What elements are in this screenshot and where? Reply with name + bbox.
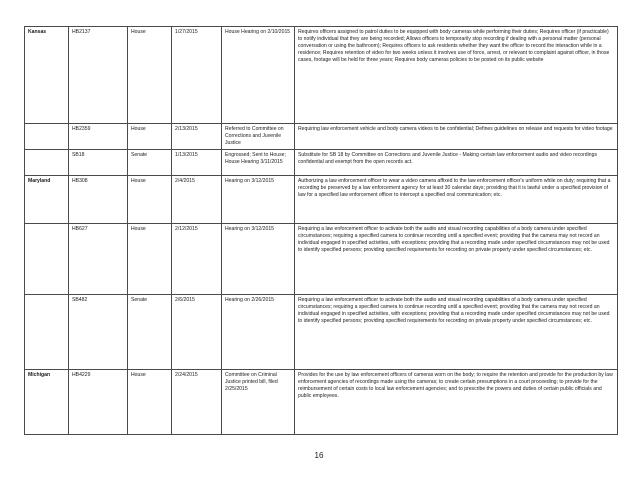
bill-number-cell: HB627: [69, 224, 128, 295]
date-cell: 1/27/2015: [172, 27, 222, 124]
description-cell: Requiring a law enforcement officer to activate both the audio and visual recording capabilities of a body camera under specified circumstances; requiring a specified camera to continue recording until a specified event; providing that the camera may not record an individual engaged in specified activities, with exceptions; providing that a recording made under specified circumstances may not be used to identify specified persons; providing specified requirements for recording on private property under specified circumstances; etc.: [295, 224, 618, 295]
chamber-cell: House: [128, 370, 172, 435]
chamber-cell: Senate: [128, 150, 172, 176]
state-cell: [25, 124, 69, 150]
page-number: 16: [314, 451, 324, 460]
date-cell: 2/6/2015: [172, 295, 222, 370]
chamber-cell: Senate: [128, 295, 172, 370]
table-row: [25, 150, 618, 176]
status-cell: Engrossed; Sent to House; House Hearing 3/11/2015: [222, 150, 295, 176]
state-cell: [25, 224, 69, 295]
chamber-cell: House: [128, 176, 172, 224]
bill-number-cell: HB308: [69, 176, 128, 224]
table-row: [25, 176, 618, 224]
state-cell: [25, 150, 69, 176]
description-cell: Requiring law enforcement vehicle and body camera videos to be confidential; Defines guidelines on release and requests for video footage: [295, 124, 618, 150]
state-cell: Kansas: [25, 27, 69, 124]
bill-number-cell: HB2137: [69, 27, 128, 124]
chamber-cell: House: [128, 27, 172, 124]
bill-number-cell: SB18: [69, 150, 128, 176]
date-cell: 2/4/2015: [172, 176, 222, 224]
table-row: [25, 27, 618, 124]
state-cell: Maryland: [25, 176, 69, 224]
status-cell: Committee on Criminal Justice printed bill, filed 2/25/2015: [222, 370, 295, 435]
description-cell: Authorizing a law enforcement officer to wear a video camera affixed to the law enforcement officer's uniform while on duty; requiring that a recording be preserved by a law enforcement agency for at least 30 calendar days; providing that it is lawful under a specified provision of law for a specified law enforcement officer to intercept a specified oral communication; etc.: [295, 176, 618, 224]
table-row: [25, 224, 618, 295]
bill-number-cell: HB4229: [69, 370, 128, 435]
date-cell: 1/13/2015: [172, 150, 222, 176]
description-cell: Substitute for SB 18 by Committee on Corrections and Juvenile Justice - Making certain law enforcement audio and video recordings confidential and exempt from the open records act.: [295, 150, 618, 176]
status-cell: Referred to Committee on Corrections and Juvenile Justice: [222, 124, 295, 150]
date-cell: 2/12/2015: [172, 224, 222, 295]
state-cell: Michigan: [25, 370, 69, 435]
chamber-cell: House: [128, 224, 172, 295]
date-cell: 2/13/2015: [172, 124, 222, 150]
date-cell: 2/24/2015: [172, 370, 222, 435]
legislation-table: [24, 26, 618, 435]
state-cell: [25, 295, 69, 370]
chamber-cell: House: [128, 124, 172, 150]
description-cell: Requiring a law enforcement officer to activate both the audio and visual recording capabilities of a body camera under specified circumstances; requiring a specified camera to continue recording until a specified event; providing that the camera may not record an individual engaged in specified activities, with exceptions; providing that a recording made under specified circumstances may not be used to identify specified persons; providing specified requirements for recording on private property under specified circumstances; etc.: [295, 295, 618, 370]
status-cell: Hearing on 2/26/2015: [222, 295, 295, 370]
table-row: [25, 295, 618, 370]
status-cell: Hearing on 3/12/2015: [222, 176, 295, 224]
description-cell: Provides for the use by law enforcement officers of cameras worn on the body; to require the retention and provide for the production by law enforcement agencies of recordings made using the cameras; to create certain presumptions in a court proceeding; to provide for the reimbursement of certain costs to local law enforcement agencies; and to prescribe the powers and duties of certain public officials and public employees.: [295, 370, 618, 435]
bill-number-cell: HB2359: [69, 124, 128, 150]
table-row: [25, 370, 618, 435]
bill-number-cell: SB482: [69, 295, 128, 370]
description-cell: Requires officers assigned to patrol duties to be equipped with body cameras while performing their duties; Requires officer (if practicable) to notify individual that they are being recorded; Allows officers to temporarily stop recording if dealing with a personal matter (personal conversation or using the bathroom); Requires officers to ask residents whether they want the officer to record the interaction while in a residence; Requires retention of video for two weeks unless it involves use of force, arrest, or relevant to complaint against officer, in those cases, footage will be held for three years; Requires body cameras policies to be posted on its public website: [295, 27, 618, 124]
table-row: [25, 124, 618, 150]
status-cell: House Hearing on 2/10/2015: [222, 27, 295, 124]
status-cell: Hearing on 3/12/2015: [222, 224, 295, 295]
